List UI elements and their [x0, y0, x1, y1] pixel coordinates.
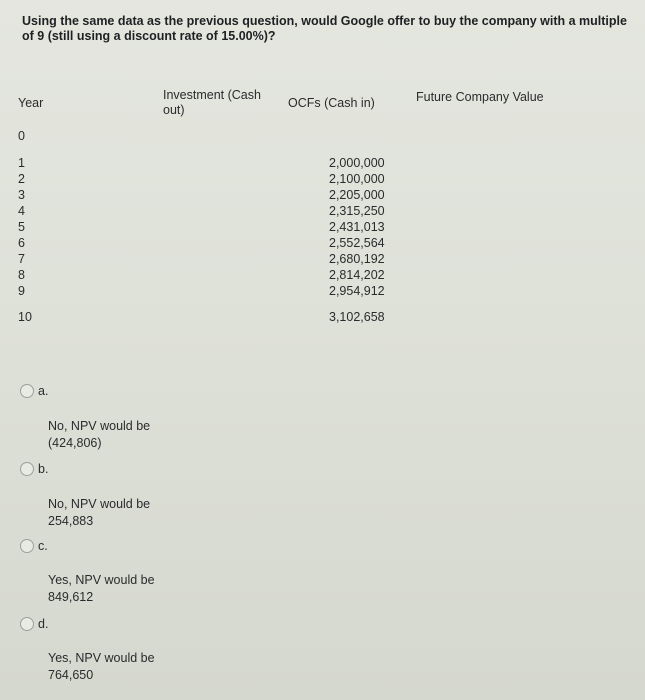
option-a-text: No, NPV would be (424,806) [48, 419, 151, 450]
year-cell: 6 [18, 236, 25, 250]
year-cell: 9 [18, 284, 25, 298]
year-cell: 4 [18, 204, 25, 218]
option-b-text: No, NPV would be 254,883 [48, 497, 151, 528]
radio-icon[interactable] [20, 539, 34, 553]
option-c-label: c. [38, 539, 48, 553]
ocf-cell: 2,680,192 [329, 252, 385, 266]
option-b-label: b. [38, 462, 49, 476]
year-cell: 8 [18, 268, 25, 282]
ocf-header: OCFs (Cash in) [288, 96, 375, 110]
option-a-label: a. [38, 384, 49, 398]
investment-header: Investment (Cash out) [163, 88, 261, 117]
option-c[interactable] [20, 539, 48, 553]
year-column [18, 128, 32, 325]
year-cell: 3 [18, 188, 25, 202]
year-header: Year [18, 96, 44, 110]
year-cell: 0 [18, 129, 25, 143]
radio-icon[interactable] [20, 384, 34, 398]
option-b[interactable] [20, 462, 48, 476]
question-text: Using the same data as the previous question, would Google offer to buy the company with a multiple of 9 (still using a discount rate of 15.00%)? [22, 14, 627, 43]
ocf-cell: 3,102,658 [329, 310, 385, 324]
ocf-cell: 2,552,564 [329, 236, 385, 250]
option-d-label: d. [38, 617, 49, 631]
option-a[interactable] [20, 384, 48, 398]
ocf-cell: 2,954,912 [329, 284, 385, 298]
year-cell: 7 [18, 252, 25, 266]
radio-icon[interactable] [20, 462, 34, 476]
option-d-text: Yes, NPV would be 764,650 [48, 651, 155, 682]
ocf-cell: 2,000,000 [329, 156, 385, 170]
year-cell: 5 [18, 220, 25, 234]
ocf-cell: 2,100,000 [329, 172, 385, 186]
ocf-cell: 2,814,202 [329, 268, 385, 282]
option-d[interactable] [20, 617, 48, 631]
option-c-text: Yes, NPV would be 849,612 [48, 573, 155, 604]
ocf-cell: 2,431,013 [329, 220, 385, 234]
ocf-cell: 2,205,000 [329, 188, 385, 202]
year-cell: 10 [18, 310, 32, 324]
ocf-cell: 2,315,250 [329, 204, 385, 218]
radio-icon[interactable] [20, 617, 34, 631]
ocf-column [329, 155, 385, 325]
year-cell: 1 [18, 156, 25, 170]
year-cell: 2 [18, 172, 25, 186]
future-value-header: Future Company Value [416, 90, 544, 104]
